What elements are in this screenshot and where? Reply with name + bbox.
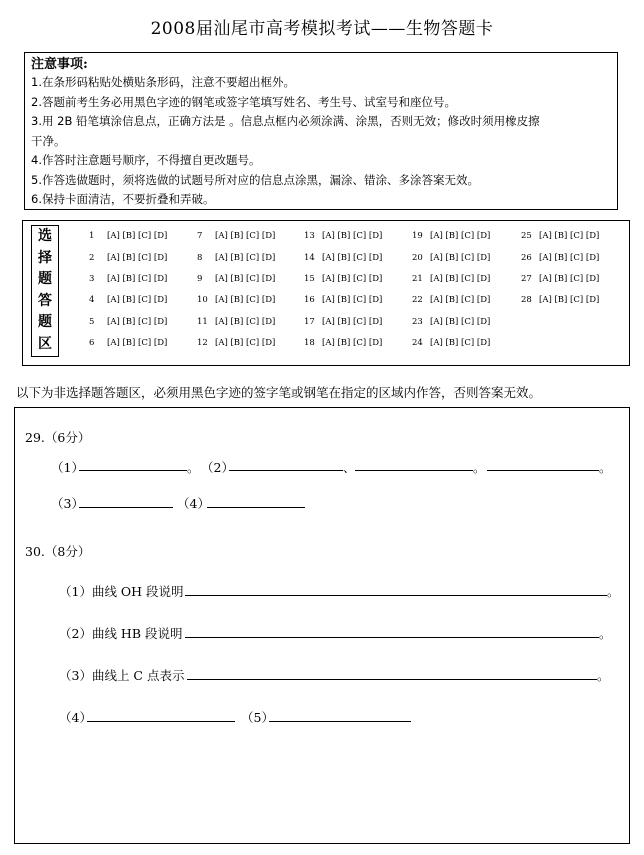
choice-question-9 <box>197 274 275 284</box>
answer-options[interactable]: [A] [B] [C] [D] <box>107 317 168 327</box>
q30-period: 。 <box>599 626 612 641</box>
label-char: 区 <box>38 335 52 352</box>
question-number: 22 <box>412 295 423 305</box>
choice-question-17 <box>304 317 382 327</box>
label-char: 选 <box>38 228 52 244</box>
choice-question-8 <box>197 253 275 263</box>
choice-question-26 <box>521 253 599 263</box>
question-number: 4 <box>89 295 95 305</box>
q29-part2-label: （2） <box>201 460 234 475</box>
question-number: 14 <box>304 253 315 263</box>
answer-options[interactable]: [A] [B] [C] [D] <box>215 274 276 284</box>
question-number: 28 <box>521 295 532 305</box>
answer-options[interactable]: [A] [B] [C] [D] <box>322 338 383 348</box>
question-number: 17 <box>304 317 315 327</box>
q29-part4-blank[interactable] <box>207 507 305 508</box>
notice-heading: 注意事项: <box>31 57 88 72</box>
answer-options[interactable]: [A] [B] [C] [D] <box>107 295 168 305</box>
answer-options[interactable]: [A] [B] [C] [D] <box>322 253 383 263</box>
question-number: 9 <box>197 274 203 284</box>
non-choice-instruction: 以下为非选择题答题区，必须用黑色字迹的签字笔或钢笔在指定的区域内作答，否则答案无效。 <box>16 385 542 400</box>
answer-options[interactable]: [A] [B] [C] [D] <box>322 274 383 284</box>
choice-question-13 <box>304 231 382 241</box>
choice-section-label <box>31 225 59 357</box>
question-number: 12 <box>197 338 208 348</box>
choice-question-21 <box>412 274 490 284</box>
answer-options[interactable]: [A] [B] [C] [D] <box>107 231 168 241</box>
question-number: 19 <box>412 231 423 241</box>
question-number: 15 <box>304 274 315 284</box>
choice-question-1 <box>89 231 167 241</box>
q29-part3-blank[interactable] <box>79 507 173 508</box>
answer-options[interactable]: [A] [B] [C] [D] <box>107 338 168 348</box>
notice-item: 6.保持卡面清洁，不要折叠和弄破。 <box>31 192 215 206</box>
q29-part2-blank-b[interactable] <box>355 470 473 471</box>
notice-item: 5.作答选做题时，须将选做的试题号所对应的信息点涂黑，漏涂、错涂、多涂答案无效。 <box>31 172 479 187</box>
choice-question-27 <box>521 274 599 284</box>
notice-item: 3.用 2B 铅笔填涂信息点，正确方法是 。信息点框内必须涂满、涂黑，否则无效；修改时须用橡皮擦 <box>31 114 540 128</box>
answer-options[interactable]: [A] [B] [C] [D] <box>430 274 491 284</box>
answer-options[interactable]: [A] [B] [C] [D] <box>539 253 600 263</box>
choice-question-10 <box>197 295 275 305</box>
question-number: 1 <box>89 231 95 241</box>
q29-part1-label: （1） <box>51 460 84 475</box>
q29-header: 29.（6分） <box>25 430 91 445</box>
answer-options[interactable]: [A] [B] [C] [D] <box>322 231 383 241</box>
q29-period: 。 <box>599 460 612 475</box>
q30-part3-blank[interactable] <box>187 679 597 680</box>
choice-question-20 <box>412 253 490 263</box>
q29-separator: 、 <box>343 460 356 475</box>
choice-question-5 <box>89 317 167 327</box>
choice-question-11 <box>197 317 275 327</box>
choice-question-25 <box>521 231 599 241</box>
q30-part4-blank[interactable] <box>87 721 235 722</box>
answer-options[interactable]: [A] [B] [C] [D] <box>430 253 491 263</box>
choice-question-19 <box>412 231 490 241</box>
choice-question-28 <box>521 295 599 305</box>
answer-options[interactable]: [A] [B] [C] [D] <box>539 231 600 241</box>
choice-question-22 <box>412 295 490 305</box>
question-number: 13 <box>304 231 315 241</box>
notice-box <box>24 52 618 210</box>
choice-answer-area <box>22 220 630 366</box>
notice-item: 1.在条形码粘贴处横贴条形码，注意不要超出框外。 <box>31 75 295 89</box>
q29-part1-period: 。 <box>187 460 200 475</box>
question-number: 23 <box>412 317 423 327</box>
q30-part5-blank[interactable] <box>269 721 411 722</box>
question-number: 25 <box>521 231 532 241</box>
notice-item: 干净。 <box>31 133 66 148</box>
q30-part4-label: （4） <box>59 710 92 725</box>
choice-question-12 <box>197 338 275 348</box>
q30-period: 。 <box>607 584 620 599</box>
choice-question-24 <box>412 338 490 348</box>
question-number: 5 <box>89 317 95 327</box>
question-number: 18 <box>304 338 315 348</box>
q30-part2-label: （2）曲线 HB 段说明 <box>59 626 183 641</box>
question-number: 2 <box>89 253 95 263</box>
q29-part3-label: （3） <box>51 496 84 511</box>
label-char: 题 <box>38 271 52 287</box>
question-number: 27 <box>521 274 532 284</box>
answer-options[interactable]: [A] [B] [C] [D] <box>322 317 383 327</box>
choice-question-16 <box>304 295 382 305</box>
question-number: 21 <box>412 274 423 284</box>
answer-options[interactable]: [A] [B] [C] [D] <box>215 231 276 241</box>
question-number: 26 <box>521 253 532 263</box>
label-char: 择 <box>38 249 52 266</box>
choice-question-7 <box>197 231 275 241</box>
q29-part2-blank-a[interactable] <box>229 470 343 471</box>
question-number: 8 <box>197 253 203 263</box>
q30-part5-label: （5） <box>241 710 274 725</box>
question-number: 10 <box>197 295 208 305</box>
choice-question-4 <box>89 295 167 305</box>
answer-options[interactable]: [A] [B] [C] [D] <box>215 295 276 305</box>
q29-part1-blank[interactable] <box>79 470 187 471</box>
choice-question-6 <box>89 338 167 348</box>
question-number: 6 <box>89 338 95 348</box>
answer-options[interactable]: [A] [B] [C] [D] <box>322 295 383 305</box>
q30-part1-label: （1）曲线 OH 段说明 <box>59 584 184 599</box>
notice-item: 2.答题前考生务必用黑色字迹的钢笔或签字笔填写姓名、考生号、试室号和座位号。 <box>31 94 456 109</box>
answer-options[interactable]: [A] [B] [C] [D] <box>430 231 491 241</box>
non-choice-answer-area <box>14 407 630 844</box>
question-number: 16 <box>304 295 315 305</box>
answer-options[interactable]: [A] [B] [C] [D] <box>215 253 276 263</box>
notice-item: 4.作答时注意题号顺序，不得擅自更改题号。 <box>31 153 261 167</box>
label-char: 题 <box>38 314 52 330</box>
answer-options[interactable]: [A] [B] [C] [D] <box>107 253 168 263</box>
label-char: 答 <box>38 292 52 309</box>
q29-period: 。 <box>473 460 486 475</box>
choice-question-15 <box>304 274 382 284</box>
answer-options[interactable]: [A] [B] [C] [D] <box>539 295 600 305</box>
choice-question-18 <box>304 338 382 348</box>
choice-question-2 <box>89 253 167 263</box>
q30-part1-blank[interactable] <box>185 595 607 596</box>
q30-header: 30.（8分） <box>25 544 91 559</box>
question-number: 7 <box>197 231 203 241</box>
answer-options[interactable]: [A] [B] [C] [D] <box>430 317 491 327</box>
answer-options[interactable]: [A] [B] [C] [D] <box>539 274 600 284</box>
q30-part3-label: （3）曲线上 C 点表示 <box>59 668 185 683</box>
question-number: 24 <box>412 338 423 348</box>
q30-period: 。 <box>597 668 610 683</box>
q29-part2-blank-c[interactable] <box>487 470 599 471</box>
question-number: 3 <box>89 274 95 284</box>
choice-question-23 <box>412 317 490 327</box>
answer-options[interactable]: [A] [B] [C] [D] <box>215 317 276 327</box>
q30-part2-blank[interactable] <box>185 637 599 638</box>
answer-options[interactable]: [A] [B] [C] [D] <box>107 274 168 284</box>
question-number: 20 <box>412 253 423 263</box>
question-number: 11 <box>197 317 208 327</box>
answer-options[interactable]: [A] [B] [C] [D] <box>430 295 491 305</box>
q29-part4-label: （4） <box>177 496 210 511</box>
choice-question-14 <box>304 253 382 263</box>
page-title: 2008届汕尾市高考模拟考试——生物答题卡 <box>150 19 494 39</box>
answer-options[interactable]: [A] [B] [C] [D] <box>430 338 491 348</box>
choice-question-3 <box>89 274 167 284</box>
answer-options[interactable]: [A] [B] [C] [D] <box>215 338 276 348</box>
